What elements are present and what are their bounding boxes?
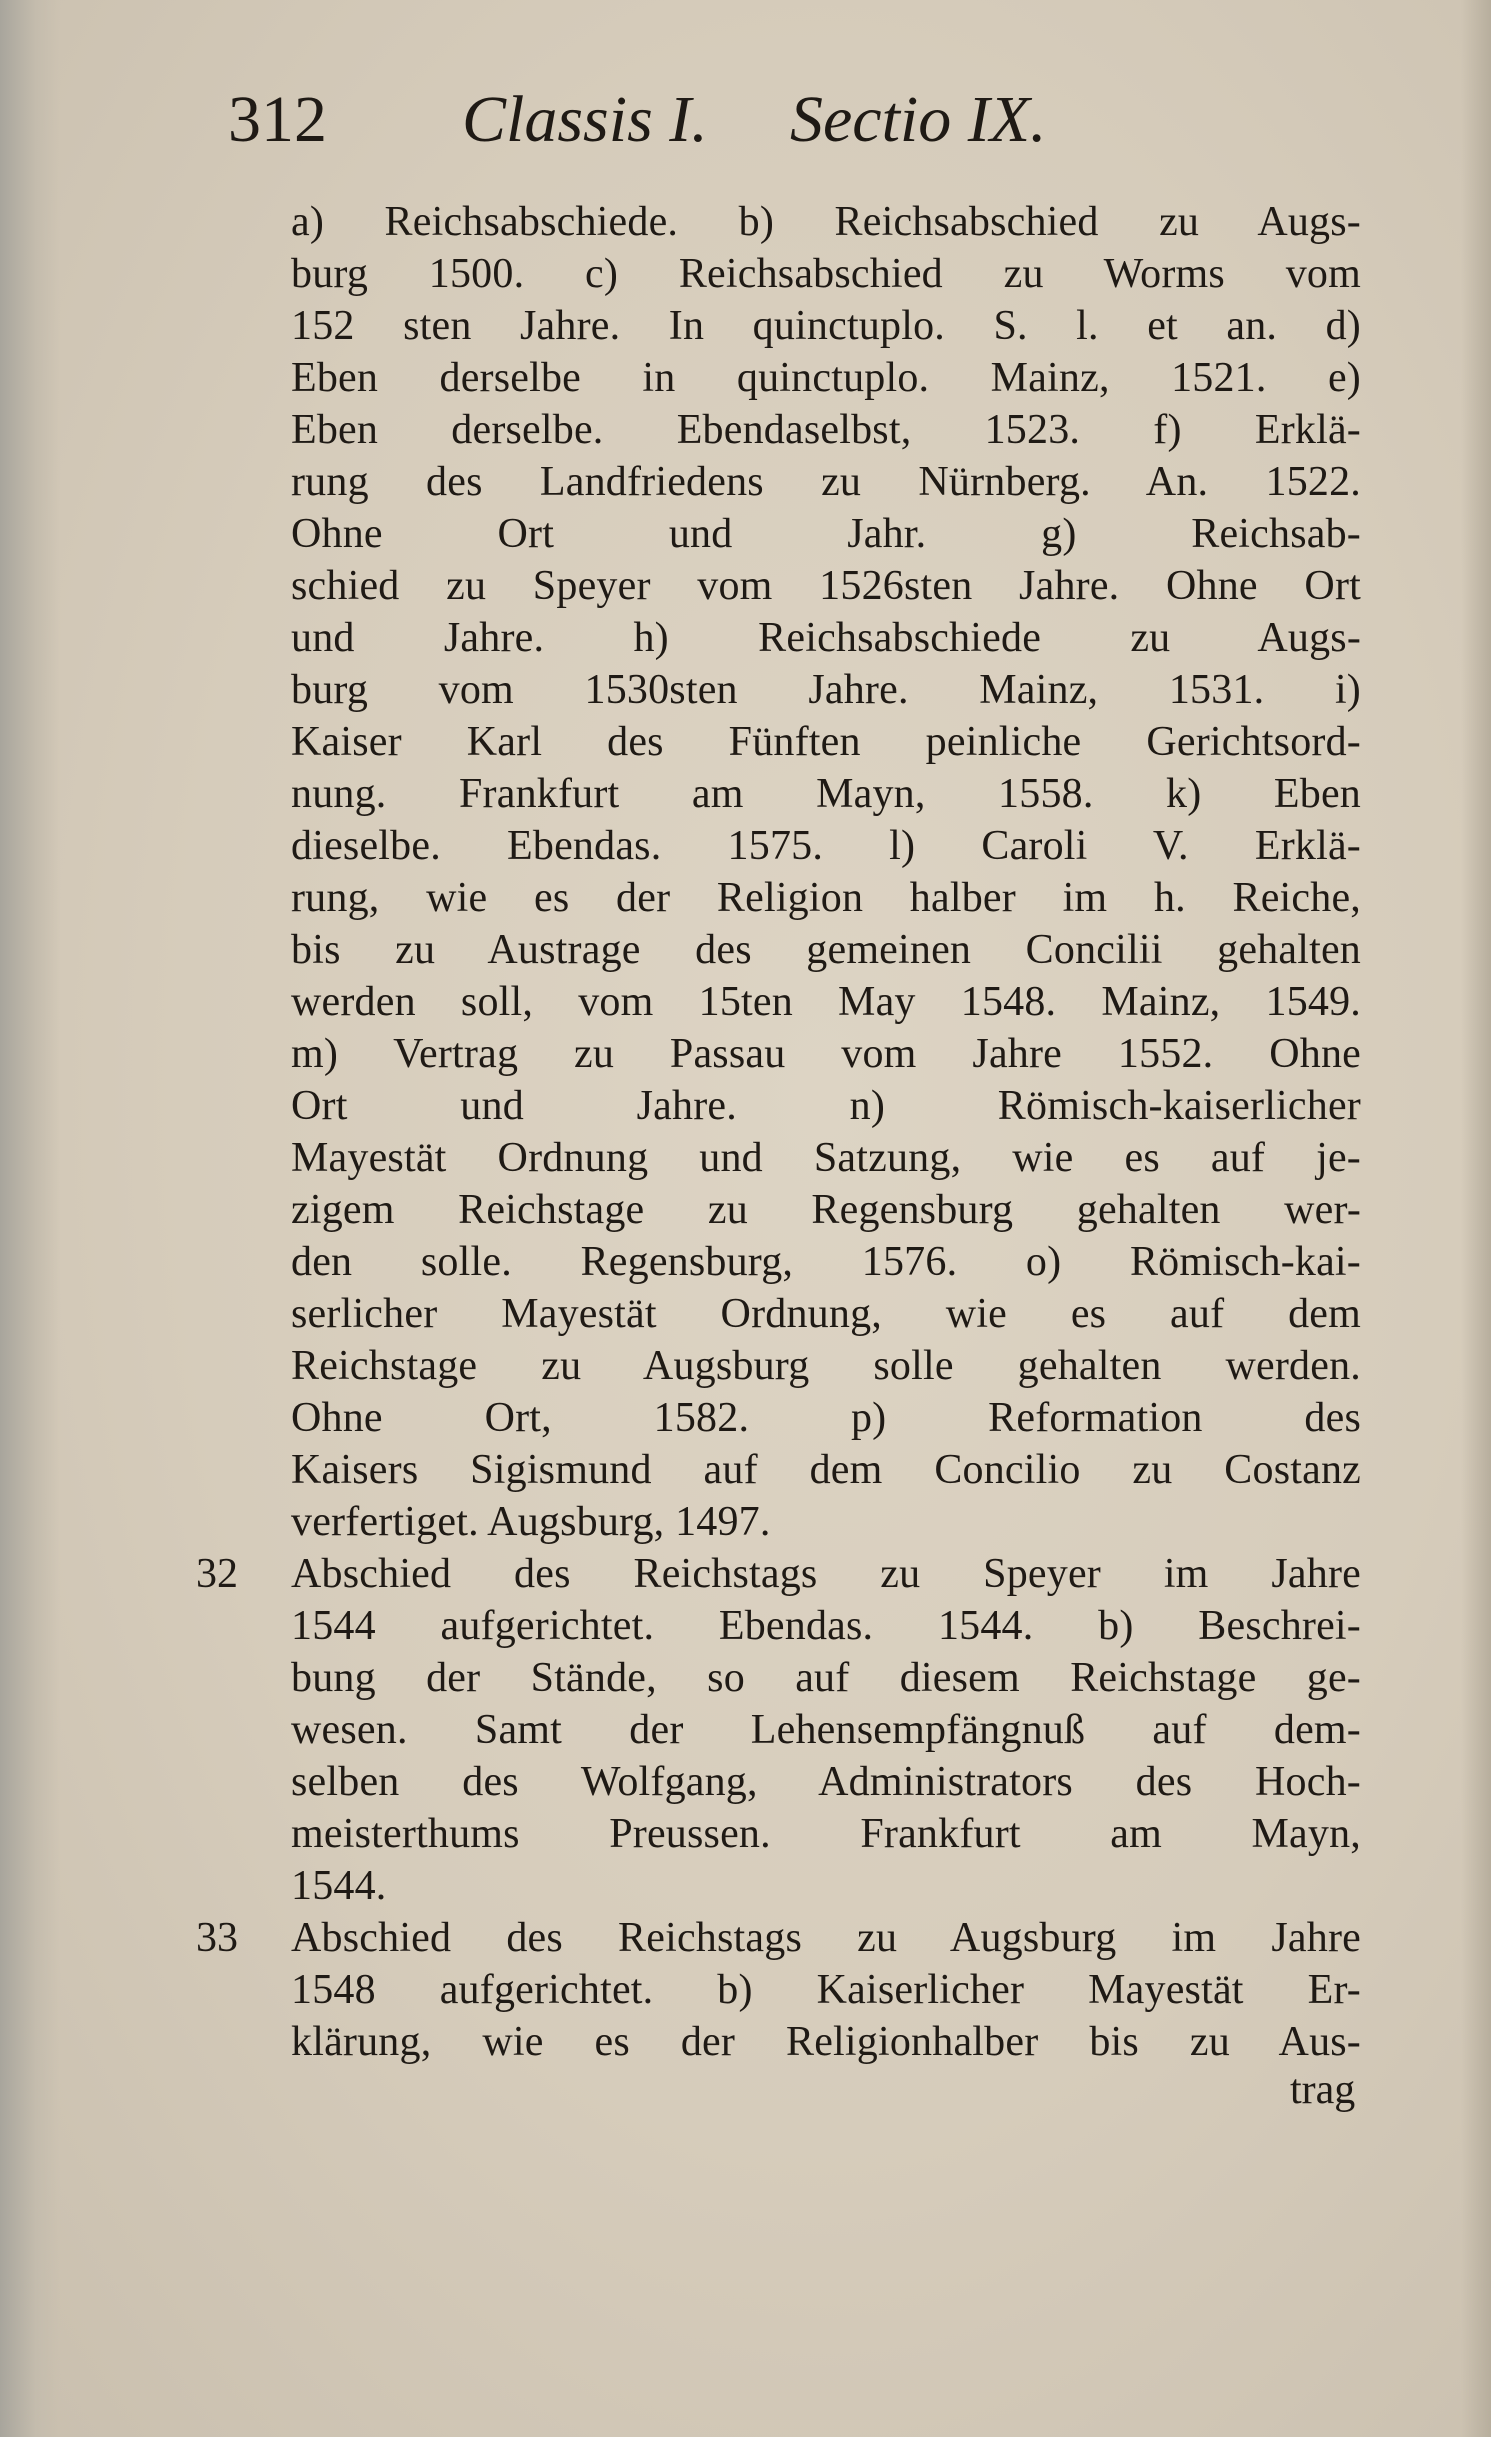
- text-line: Abschied des Reichstags zu Speyer im Jahre: [291, 1551, 1361, 1597]
- text-line: selben des Wolfgang, Administrators des Hoch-: [291, 1759, 1361, 1805]
- text-line: Ohne Ort, 1582. p) Reformation des: [291, 1395, 1361, 1441]
- running-head-sectio: Sectio IX.: [790, 83, 1047, 156]
- running-head-classis: Classis I.: [462, 83, 708, 156]
- page-number: 312: [228, 83, 327, 156]
- text-line: burg vom 1530sten Jahre. Mainz, 1531. i): [291, 667, 1361, 713]
- entry-number: 32: [196, 1551, 238, 1597]
- catchword: trag: [1290, 2067, 1356, 2113]
- text-line: Eben derselbe. Ebendaselbst, 1523. f) Erklä-: [291, 407, 1361, 453]
- text-line: bis zu Austrage des gemeinen Concilii gehalten: [291, 927, 1361, 973]
- text-line: Ort und Jahre. n) Römisch-kaiserlicher: [291, 1083, 1361, 1129]
- text-line: Ohne Ort und Jahr. g) Reichsab-: [291, 511, 1361, 557]
- text-line: 1544 aufgerichtet. Ebendas. 1544. b) Beschrei-: [291, 1603, 1361, 1649]
- text-line: 1548 aufgerichtet. b) Kaiserlicher Mayestät Er-: [291, 1967, 1361, 2013]
- text-line: 1544.: [291, 1863, 387, 1909]
- text-line: bung der Stände, so auf diesem Reichstage ge-: [291, 1655, 1361, 1701]
- text-line: Mayestät Ordnung und Satzung, wie es auf je-: [291, 1135, 1361, 1181]
- text-line: und Jahre. h) Reichsabschiede zu Augs-: [291, 615, 1361, 661]
- text-line: rung, wie es der Religion halber im h. Reiche,: [291, 875, 1361, 921]
- text-line: nung. Frankfurt am Mayn, 1558. k) Eben: [291, 771, 1361, 817]
- page-edge-right: [1461, 0, 1491, 2437]
- text-line: Kaiser Karl des Fünften peinliche Gerichtsord-: [291, 719, 1361, 765]
- text-line: verfertiget. Augsburg, 1497.: [291, 1499, 771, 1545]
- text-line: klärung, wie es der Religionhalber bis zu Aus-: [291, 2019, 1361, 2065]
- text-line: wesen. Samt der Lehensempfängnuß auf dem-: [291, 1707, 1361, 1753]
- text-line: burg 1500. c) Reichsabschied zu Worms vom: [291, 251, 1361, 297]
- text-line: zigem Reichstage zu Regensburg gehalten wer-: [291, 1187, 1361, 1233]
- text-line: den solle. Regensburg, 1576. o) Römisch-kai-: [291, 1239, 1361, 1285]
- text-line: Kaisers Sigismund auf dem Concilio zu Costanz: [291, 1447, 1361, 1493]
- text-line: 152 sten Jahre. In quinctuplo. S. l. et an. d): [291, 303, 1361, 349]
- text-line: schied zu Speyer vom 1526sten Jahre. Ohne Ort: [291, 563, 1361, 609]
- text-line: m) Vertrag zu Passau vom Jahre 1552. Ohne: [291, 1031, 1361, 1077]
- text-line: serlicher Mayestät Ordnung, wie es auf dem: [291, 1291, 1361, 1337]
- entry-number: 33: [196, 1915, 238, 1961]
- text-line: Eben derselbe in quinctuplo. Mainz, 1521. e): [291, 355, 1361, 401]
- text-line: dieselbe. Ebendas. 1575. l) Caroli V. Erklä-: [291, 823, 1361, 869]
- text-line: Abschied des Reichstags zu Augsburg im Jahre: [291, 1915, 1361, 1961]
- text-line: a) Reichsabschiede. b) Reichsabschied zu Augs-: [291, 199, 1361, 245]
- text-line: werden soll, vom 15ten May 1548. Mainz, 1549.: [291, 979, 1361, 1025]
- text-line: rung des Landfriedens zu Nürnberg. An. 1522.: [291, 459, 1361, 505]
- text-line: meisterthums Preussen. Frankfurt am Mayn,: [291, 1811, 1361, 1857]
- page-edge-shadow: [0, 0, 60, 2437]
- text-line: Reichstage zu Augsburg solle gehalten werden.: [291, 1343, 1361, 1389]
